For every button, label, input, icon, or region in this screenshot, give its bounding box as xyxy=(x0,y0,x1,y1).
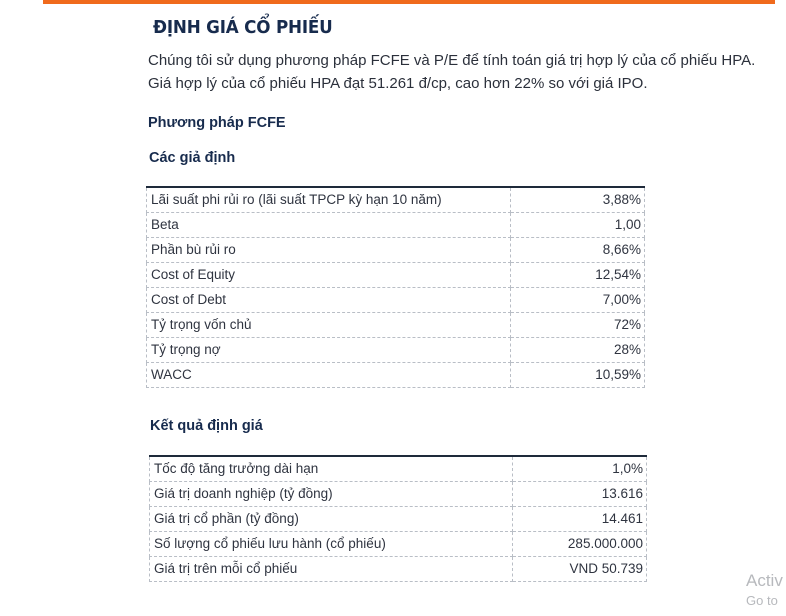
row-label: Số lượng cổ phiếu lưu hành (cổ phiếu) xyxy=(150,531,513,556)
row-label: Tỷ trọng vốn chủ xyxy=(147,312,511,337)
intro-paragraph: Chúng tôi sử dụng phương pháp FCFE và P/E để tính toán giá trị hợp lý của cổ phiếu HPA. Giá hợp lý của cổ phiếu HPA đạt 51.261 đ/cp, cao hơn 22% so với giá IPO. xyxy=(148,52,756,92)
row-label: Tỷ trọng nợ xyxy=(147,337,511,362)
row-value: 285.000.000 xyxy=(513,531,647,556)
row-value: 10,59% xyxy=(510,362,644,387)
row-value: 72% xyxy=(510,312,644,337)
watermark-line-1: Activ xyxy=(746,571,783,590)
table-row xyxy=(147,287,645,312)
row-label: Cost of Debt xyxy=(147,287,511,312)
assumptions-table xyxy=(146,186,645,388)
table-row xyxy=(147,362,645,387)
row-label: Phần bù rủi ro xyxy=(147,237,511,262)
page-title: ĐỊNH GIÁ CỔ PHIẾU xyxy=(153,17,333,38)
table-row xyxy=(147,312,645,337)
table-row xyxy=(150,556,647,581)
watermark-line-2: Go to xyxy=(746,593,778,608)
row-label: Giá trị cổ phần (tỷ đồng) xyxy=(150,506,513,531)
table-row xyxy=(150,481,647,506)
table-row xyxy=(147,237,645,262)
row-value: 7,00% xyxy=(510,287,644,312)
row-label: Lãi suất phi rủi ro (lãi suất TPCP kỳ hạn 10 năm) xyxy=(147,187,511,212)
row-value: 8,66% xyxy=(510,237,644,262)
table-row xyxy=(147,187,645,212)
row-value: 1,00 xyxy=(510,212,644,237)
results-table xyxy=(149,455,647,582)
results-heading: Kết quả định giá xyxy=(150,418,263,434)
table-row xyxy=(150,506,647,531)
row-label: Cost of Equity xyxy=(147,262,511,287)
table-row xyxy=(150,456,647,481)
table-row xyxy=(150,531,647,556)
row-value: 28% xyxy=(510,337,644,362)
fcfe-method-heading: Phương pháp FCFE xyxy=(148,115,286,131)
row-value: 3,88% xyxy=(510,187,644,212)
accent-top-bar xyxy=(43,0,775,4)
row-label: Giá trị trên mỗi cổ phiếu xyxy=(150,556,513,581)
row-value: 13.616 xyxy=(513,481,647,506)
row-value: 14.461 xyxy=(513,506,647,531)
row-label: WACC xyxy=(147,362,511,387)
row-value: VND 50.739 xyxy=(513,556,647,581)
table-row xyxy=(147,262,645,287)
table-row xyxy=(147,212,645,237)
assumptions-heading: Các giả định xyxy=(149,150,236,166)
activate-windows-watermark xyxy=(746,570,783,610)
row-value: 1,0% xyxy=(513,456,647,481)
row-label: Giá trị doanh nghiệp (tỷ đồng) xyxy=(150,481,513,506)
row-label: Beta xyxy=(147,212,511,237)
row-label: Tốc độ tăng trưởng dài hạn xyxy=(150,456,513,481)
table-row xyxy=(147,337,645,362)
row-value: 12,54% xyxy=(510,262,644,287)
